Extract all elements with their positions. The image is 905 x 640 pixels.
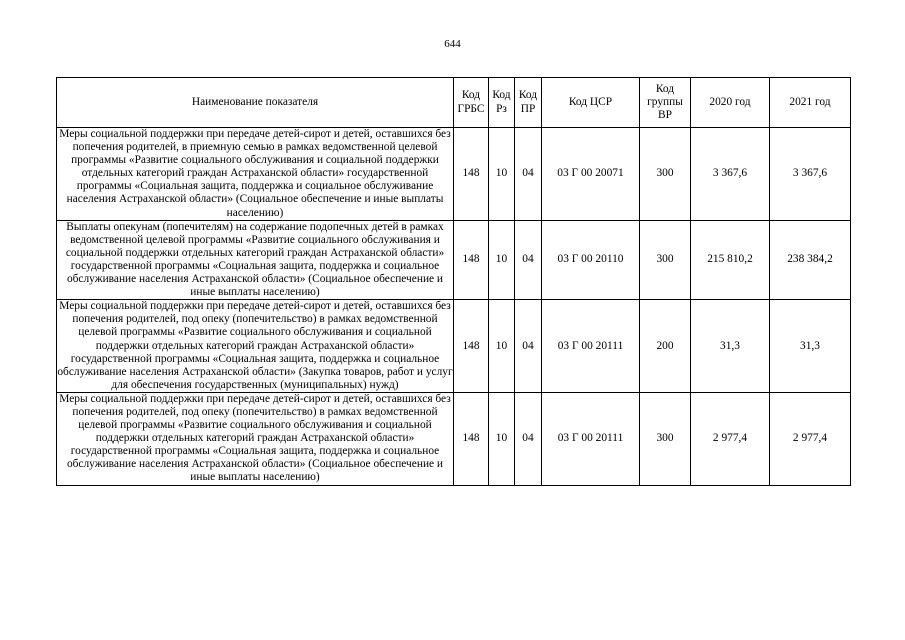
row-2020: 31,3 [691,300,770,393]
row-grbs: 148 [454,128,489,221]
row-2020: 215 810,2 [691,220,770,300]
row-2021: 3 367,6 [770,128,851,221]
row-2021: 2 977,4 [770,392,851,485]
row-2021: 31,3 [770,300,851,393]
row-vr: 200 [640,300,691,393]
header-name: Наименование показателя [57,78,454,128]
header-csr: Код ЦСР [542,78,640,128]
budget-table [56,77,851,486]
row-vr: 300 [640,128,691,221]
header-rz: Код Рз [489,78,515,128]
header-pr: Код ПР [515,78,542,128]
row-grbs: 148 [454,300,489,393]
row-csr: 03 Г 00 20111 [542,392,640,485]
row-name: Меры социальной поддержки при передаче детей-сирот и детей, оставшихся без попечения родителей, под опеку (попечительство) в рамках ведомственной целевой программы «Развитие социального обслуживания и социальной поддержки отдельных категорий граждан Астраханской области» государственной программы «Социальная защита, поддержка и социальное обслуживание населения Астраханской области» (Закупка товаров, работ и услуг для обеспечения государственных (муниципальных) нужд) [57,300,453,391]
row-csr: 03 Г 00 20111 [542,300,640,393]
row-name: Меры социальной поддержки при передаче детей-сирот и детей, оставшихся без попечения родителей, в приемную семью в рамках ведомственной целевой программы «Развитие социального обслуживания и социальной поддержки отдельных категорий граждан Астраханской области» государственной программы «Социальная защита, поддержка и социальное обслуживание населения Астраханской области» (Социальное обеспечение и иные выплаты населению) [57,128,454,221]
row-grbs: 148 [454,392,489,485]
header-2021: 2021 год [770,78,851,128]
row-pr: 04 [515,128,542,221]
row-vr: 300 [640,220,691,300]
row-csr: 03 Г 00 20110 [542,220,640,300]
row-name: Меры социальной поддержки при передаче детей-сирот и детей, оставшихся без попечения родителей, под опеку (попечительство) в рамках ведомственной целевой программы «Развитие социального обслуживания и социальной поддержки отдельных категорий граждан Астраханской области» государственной программы «Социальная защита, поддержка и социальное обслуживание населения Астраханской области» (Социальное обеспечение и иные выплаты населению) [57,392,454,485]
row-rz: 10 [489,128,515,221]
row-vr: 300 [640,392,691,485]
table-row [57,220,851,300]
header-row [57,78,851,128]
row-pr: 04 [515,392,542,485]
page-number: 644 [444,38,461,50]
header-2020: 2020 год [691,78,770,128]
row-name: Выплаты опекунам (попечителям) на содержание подопечных детей в рамках ведомственной целевой программы «Развитие социального обслуживания и социальной поддержки отдельных категорий граждан Астраханской области» государственной программы «Социальная защита, поддержка и социальное обслуживание населения Астраханской области» (Социальное обеспечение и иные выплаты населению) [57,220,454,300]
row-grbs: 148 [454,220,489,300]
table-row [57,392,851,485]
row-csr: 03 Г 00 20071 [542,128,640,221]
row-2021: 238 384,2 [770,220,851,300]
row-2020: 3 367,6 [691,128,770,221]
row-pr: 04 [515,300,542,393]
header-vr: Код группы ВР [640,78,691,128]
row-rz: 10 [489,220,515,300]
row-pr: 04 [515,220,542,300]
table-row [57,128,851,221]
row-2020: 2 977,4 [691,392,770,485]
table-row [57,300,851,393]
row-rz: 10 [489,392,515,485]
row-rz: 10 [489,300,515,393]
header-grbs: Код ГРБС [454,78,489,128]
